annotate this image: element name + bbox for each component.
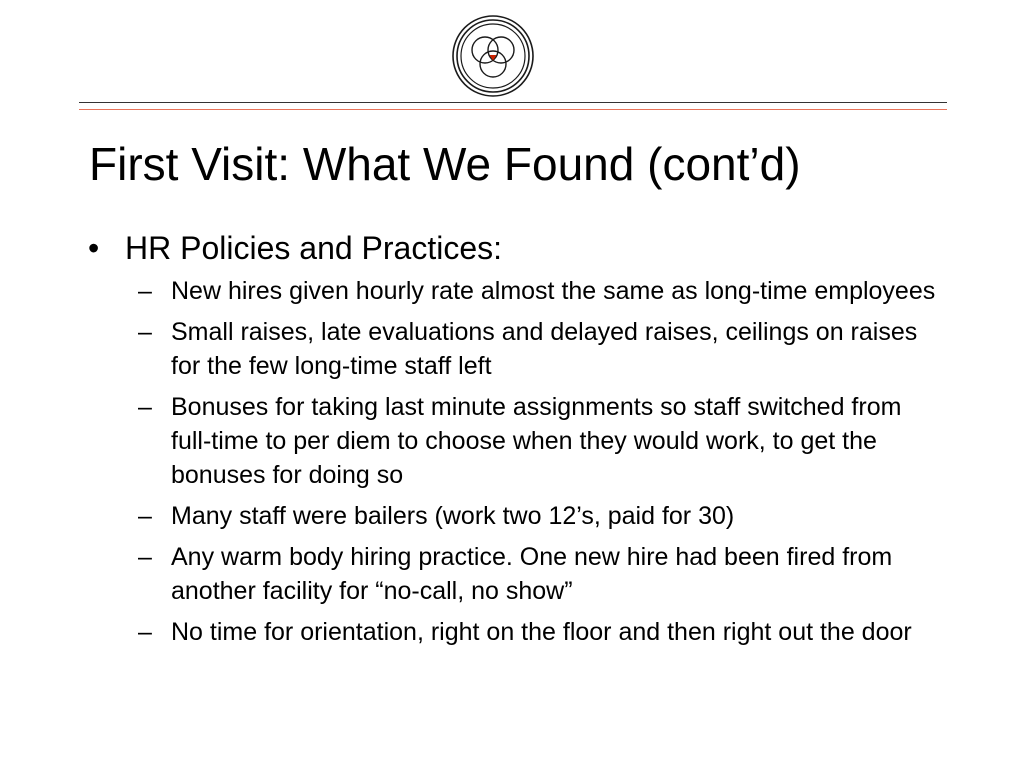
dash-marker: – [138, 277, 152, 305]
sub-bullet-text: Small raises, late evaluations and delayed raises, ceilings on raises for the few long-time staff left [171, 318, 918, 380]
sub-bullet-text: Many staff were bailers (work two 12’s, paid for 30) [171, 502, 735, 530]
dash-marker: – [138, 543, 152, 571]
dash-marker: – [138, 502, 152, 530]
dash-marker: – [138, 318, 152, 346]
sub-bullet-item [125, 390, 941, 492]
dash-marker: – [138, 618, 152, 646]
slide-content [88, 224, 968, 656]
venn-circles-logo-icon [451, 14, 535, 98]
dash-marker: – [138, 393, 152, 421]
header-rule-accent [79, 109, 947, 110]
sub-bullet-item [125, 274, 941, 308]
sub-bullet-item [125, 315, 941, 383]
slide-title: First Visit: What We Found (cont’d) [89, 138, 801, 190]
bullet-text: HR Policies and Practices: [125, 230, 503, 266]
sub-bullet-list [125, 274, 968, 649]
sub-bullet-text: Bonuses for taking last minute assignments so staff switched from full-time to per diem to choose when they would work, to get the bonuses for doing so [171, 393, 902, 489]
sub-bullet-item [125, 499, 941, 533]
bullet-item [88, 224, 968, 649]
bullet-marker: • [88, 230, 100, 266]
sub-bullet-item [125, 615, 941, 649]
sub-bullet-text: New hires given hourly rate almost the same as long-time employees [171, 277, 936, 305]
sub-bullet-text: Any warm body hiring practice. One new hire had been fired from another facility for “no-call, no show” [171, 543, 893, 605]
header-rule-dark [79, 102, 947, 103]
sub-bullet-text: No time for orientation, right on the floor and then right out the door [171, 618, 912, 646]
sub-bullet-item [125, 540, 941, 608]
